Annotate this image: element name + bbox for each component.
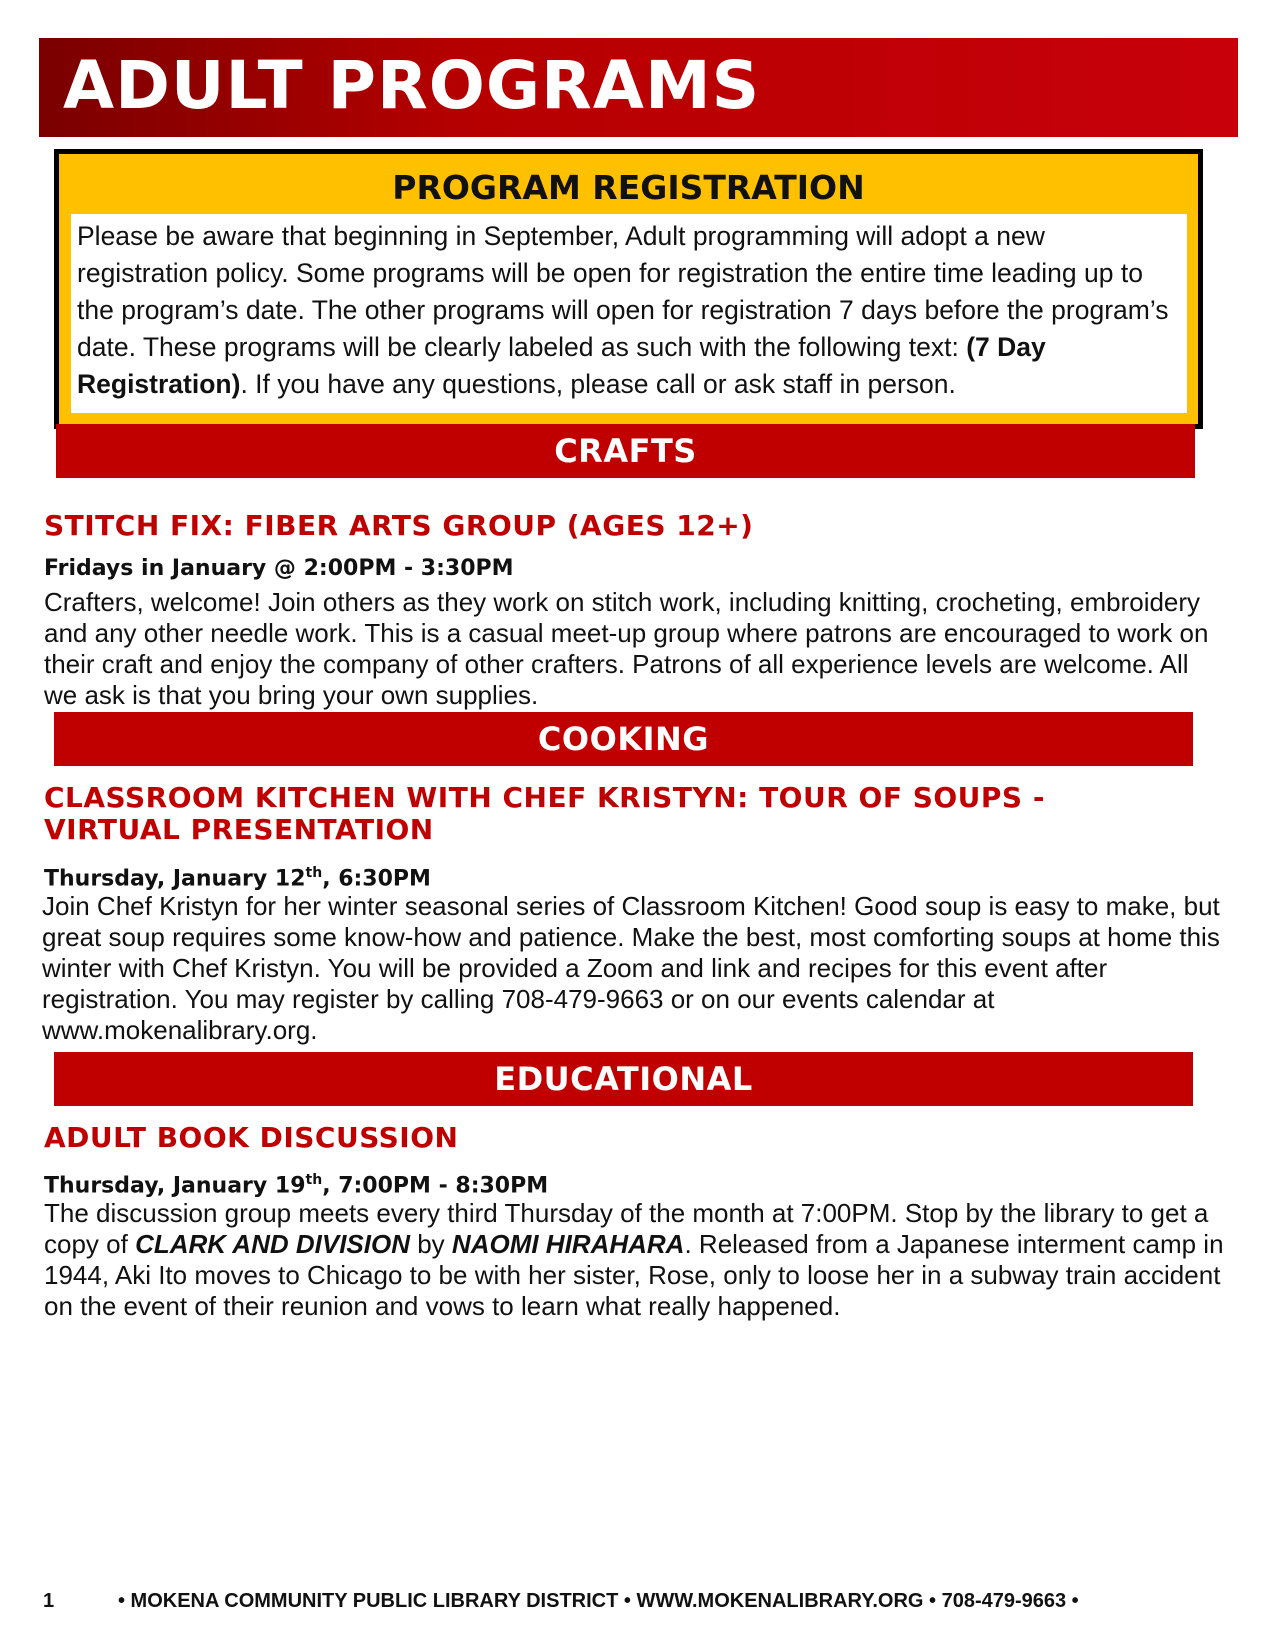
program-title-line-1: CLASSROOM KITCHEN WITH CHEF KRISTYN: TOUR OF SOUPS - xyxy=(44,781,1045,814)
registration-text-before: Please be aware that beginning in September, Adult programming will adopt a new registration policy. Some programs will be open for registration the entire time leading up to the program’s date. The other programs will open for registration 7 days before the program’s date. These programs will be clearly labeled as such with the following text: xyxy=(77,221,1169,362)
date-suffix: , 6:30PM xyxy=(322,866,431,892)
registration-text-after: . If you have any questions, please call or ask staff in person. xyxy=(240,369,956,399)
date-ordinal: th xyxy=(305,1172,323,1188)
date-prefix: Thursday, January 19 xyxy=(44,1173,306,1199)
registration-title: PROGRAM REGISTRATION xyxy=(392,168,865,207)
date-prefix: Thursday, January 12 xyxy=(44,866,306,892)
page-title: ADULT PROGRAMS xyxy=(63,47,761,124)
registration-text-bold: (7 Day Registration) xyxy=(77,332,1046,399)
program-title-line-2: VIRTUAL PRESENTATION xyxy=(44,813,434,846)
program-date-classroom-kitchen xyxy=(44,859,431,893)
date-ordinal: th xyxy=(305,865,323,881)
desc-part-2: by xyxy=(410,1229,452,1259)
book-title: CLARK AND DIVISION xyxy=(135,1229,410,1259)
program-date-stitch-fix: Fridays in January @ 2:00PM - 3:30PM xyxy=(44,556,514,581)
program-description-stitch-fix: Crafters, welcome! Join others as they work on stitch work, including knitting, crocheting, embroidery and any other needle work. This is a casual meet-up group where patrons are encouraged to work on their craft and enjoy the company of other crafters. Patrons of all experience levels are welcome. All we ask is that you bring your own supplies. xyxy=(44,587,1209,710)
section-cooking: COOKING xyxy=(54,712,1193,766)
desc-part-3: . Released from a Japanese interment camp in 1944, Aki Ito moves to Chicago to be with her sister, Rose, only to loose her in a subway train accident on the event of their reunion and vows to learn what really happened. xyxy=(44,1229,1224,1321)
registration-text xyxy=(71,214,1187,413)
date-suffix: , 7:00PM - 8:30PM xyxy=(322,1173,549,1199)
footer xyxy=(43,1590,1079,1613)
section-crafts: CRAFTS xyxy=(56,424,1195,478)
footer-text: • MOKENA COMMUNITY PUBLIC LIBRARY DISTRICT • WWW.MOKENALIBRARY.ORG • 708-479-9663 • xyxy=(118,1590,1079,1612)
program-description-classroom-kitchen: Join Chef Kristyn for her winter seasonal series of Classroom Kitchen! Good soup is easy to make, but great soup requires some know-how and patience. Make the best, most comforting soups at home this winter with Chef Kristyn. You will be provided a Zoom and link and recipes for this event after registration. You may register by calling 708-479-9663 or on our events calendar at www.mokenalibrary.org. xyxy=(42,891,1220,1045)
program-title-book-discussion: ADULT BOOK DISCUSSION xyxy=(44,1121,459,1154)
header-banner xyxy=(39,38,1238,137)
section-educational: EDUCATIONAL xyxy=(54,1052,1193,1106)
program-description-book-discussion xyxy=(44,1198,1229,1322)
registration-box xyxy=(54,149,1203,429)
program-title-stitch-fix: STITCH FIX: FIBER ARTS GROUP (AGES 12+) xyxy=(44,509,754,542)
book-author: NAOMI HIRAHARA xyxy=(451,1229,685,1259)
desc-part-1: The discussion group meets every third Thursday of the month at 7:00PM. Stop by the library to get a copy of xyxy=(44,1198,1209,1259)
program-date-book-discussion xyxy=(44,1166,548,1200)
program-title-classroom-kitchen xyxy=(44,782,1045,846)
page-number: 1 xyxy=(43,1590,55,1612)
